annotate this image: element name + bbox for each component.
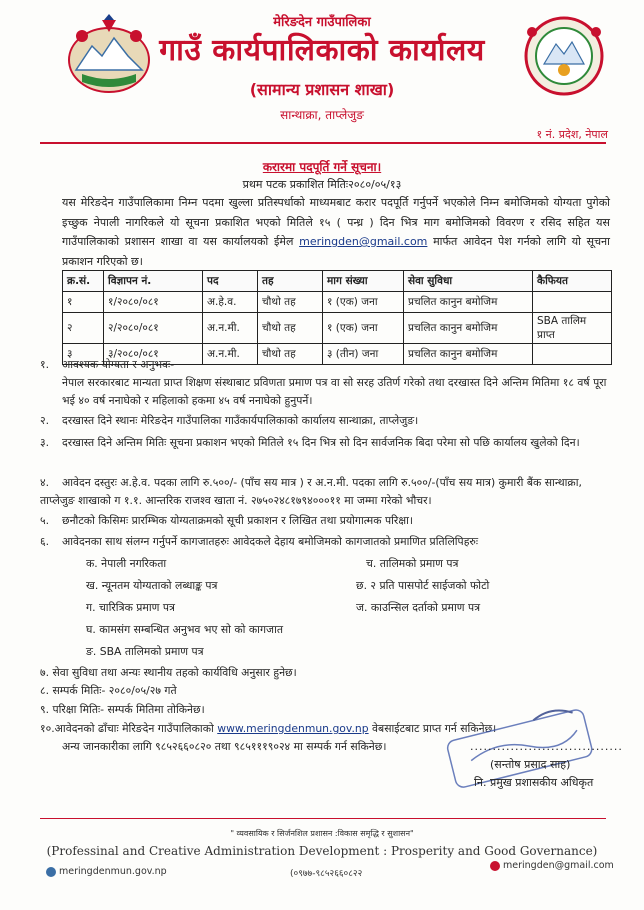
document-item: ख. न्यूनतम योग्यताको लब्धाङ्क पत्र bbox=[86, 579, 218, 592]
email-icon bbox=[490, 861, 500, 871]
office-address: सान्थाक्रा, ताप्लेजुङ bbox=[280, 108, 364, 122]
document-item: घ. कामसंग सम्बन्धित अनुभव भए सो को कागजात bbox=[86, 623, 284, 636]
notice-intro bbox=[62, 193, 610, 271]
table-row bbox=[63, 292, 612, 313]
requirement-body: नेपाल सरकारबाट मान्यता प्राप्त शिक्षण संस्थाबाट प्रविणता प्रमाण पत्र वा सो सरह उतिर्ण गरेको तथा दरखास्त दिने अन्तिम मितिमा १८ वर्ष पूरा भई ४० वर्ष ननाघेको र महिलाको हकमा ४५ वर्ष ननाघेको हुनुपर्ने। bbox=[62, 376, 607, 407]
table-cell: १/२०८०/०८१ bbox=[104, 292, 203, 313]
table-cell: ३ (तीन) जना bbox=[323, 344, 404, 365]
requirement-7: ७. सेवा सुविधा तथा अन्यः स्थानीय तहको कार्यविधि अनुसार हुनेछ। bbox=[40, 666, 297, 679]
slogan-nepali: " व्यवसायिक र सिर्जनशिल प्रशासन :विकास समृद्धि र सुशासन" bbox=[230, 829, 414, 838]
table-cell: १ (एक) जना bbox=[323, 313, 404, 344]
notice-title: करारमा पदपूर्ति गर्ने सूचना। bbox=[262, 160, 382, 174]
requirement-8: ८. सम्पर्क मितिः- २०८०/०५/२७ गते bbox=[40, 684, 177, 697]
table-cell: अ.न.मी. bbox=[203, 344, 258, 365]
table-cell: प्रचलित कानुन बमोजिम bbox=[404, 292, 533, 313]
column-header: विज्ञापन नं. bbox=[104, 271, 203, 292]
table-cell: चौथो तह bbox=[258, 292, 323, 313]
footer-email[interactable] bbox=[490, 860, 614, 871]
requirement-text: वेबसाईटबाट प्राप्त गर्न सकिनेछ। bbox=[372, 722, 497, 735]
table-cell: चौथो तह bbox=[258, 313, 323, 344]
column-header: सेवा सुविधा bbox=[404, 271, 533, 292]
item-number: १. bbox=[40, 358, 50, 371]
requirement-3 bbox=[40, 434, 615, 452]
intro-text-2: मार्फत आवेदन पेश गर्नको लागि यो सूचना प्रकाशन गरिएको छ। bbox=[62, 235, 611, 268]
slogan-english: (Professinal and Creative Administration Development : Prosperity and Good Governance) bbox=[46, 844, 598, 858]
contact-line: अन्य जानकारीका लागि ९८५२६६०८२० तथा ९८५१११९०२४ मा सम्पर्क गर्न सकिनेछ। bbox=[62, 740, 387, 753]
item-number: ५. bbox=[40, 514, 50, 527]
requirement-6 bbox=[40, 533, 615, 551]
intro-text-1: यस मेरिङदेन गाउँपालिकामा निम्न पदमा खुल्ला प्रतिस्पर्धाको माध्यमबाट करार पदपूर्ति गर्नुपर्ने भएकोले निम्न बमोजिमको योग्यता पुगेको इच्छुक नेपाली नागरिकले यो सूचना प्रकाशित भएको मितिले १५ ( पन्ध्र ) दिन भित्र माग बमोजिमको विवरण र रसिद सहित यस गाउँपालिकाको प्रशासन शाखा वा यस कार्यालयको ईमेल bbox=[62, 196, 610, 248]
table-row bbox=[63, 313, 612, 344]
requirement-text: आवेदनका साथ संलग्न गर्नुपर्ने कागजातहरुः आवेदकले देहाय बमोजिमको कागजातको प्रमाणित प्रतिलिपिहरुः bbox=[62, 535, 479, 548]
signatory-name: (सन्तोष प्रसाद साह) bbox=[490, 758, 571, 771]
table-cell: १ (एक) जना bbox=[323, 292, 404, 313]
signature-line: .................................. bbox=[470, 740, 623, 753]
table-cell: २/२०८०/०८१ bbox=[104, 313, 203, 344]
footer-divider bbox=[40, 818, 606, 819]
document-item: छ. २ प्रति पासपोर्ट साईजको फोटो bbox=[356, 579, 490, 592]
requirement-text: छनौटको किसिमः प्रारम्भिक योग्यताक्रमको सूची प्रकाशन र लिखित तथा प्रयोगात्मक परिक्षा। bbox=[62, 514, 413, 527]
footer-website-text: meringdenmun.gov.np bbox=[59, 866, 167, 877]
document-item: च. तालिमको प्रमाण पत्र bbox=[366, 557, 459, 570]
document-item: ङ. SBA तालिमको प्रमाण पत्र bbox=[86, 645, 204, 658]
footer-website[interactable] bbox=[46, 866, 167, 877]
requirement-4 bbox=[40, 474, 615, 510]
table-header-row bbox=[63, 271, 612, 292]
item-number: २. bbox=[40, 414, 50, 427]
signatory-title: नि. प्रमुख प्रशासकीय अधिकृत bbox=[474, 776, 594, 789]
table-cell: ३ bbox=[63, 344, 104, 365]
requirement-text: दरखास्त दिने अन्तिम मितिः सूचना प्रकाशन भएको मितिले १५ दिन भित्र सो दिन सार्वजनिक बिदा परेमा सो पछि कार्यालय खुलेको दिन। bbox=[62, 436, 580, 449]
item-number: ३. bbox=[40, 436, 50, 449]
table-cell: चौथो तह bbox=[258, 344, 323, 365]
municipality-name: मेरिङदेन गाउँपालिका bbox=[273, 15, 371, 30]
table-cell: अ.न.मी. bbox=[203, 313, 258, 344]
item-number: ६. bbox=[40, 535, 50, 548]
table-cell: SBA तालिम प्राप्त bbox=[533, 313, 612, 344]
notice-email-link[interactable]: meringden@gmail.com bbox=[299, 235, 428, 248]
publish-date: प्रथम पटक प्रकाशित मितिः२०८०/०५/१३ bbox=[242, 178, 402, 191]
document-item: ज. काउन्सिल दर्ताको प्रमाण पत्र bbox=[356, 601, 481, 614]
table-cell: अ.हे.व. bbox=[203, 292, 258, 313]
column-header: पद bbox=[203, 271, 258, 292]
document-item: ग. चारित्रिक प्रमाण पत्र bbox=[86, 601, 176, 614]
footer-email-text: meringden@gmail.com bbox=[503, 860, 614, 871]
column-header: माग संख्या bbox=[323, 271, 404, 292]
requirement-1 bbox=[40, 356, 615, 410]
website-link[interactable]: www.meringdenmun.gov.np bbox=[217, 722, 369, 735]
header-divider bbox=[40, 142, 606, 144]
table-cell: १ bbox=[63, 292, 104, 313]
document-item: क. नेपाली नगरिकता bbox=[86, 557, 167, 570]
table-cell: प्रचलित कानुन बमोजिम bbox=[404, 313, 533, 344]
table-cell: २ bbox=[63, 313, 104, 344]
column-header: क्र.सं. bbox=[63, 271, 104, 292]
requirement-5 bbox=[40, 512, 615, 530]
table-cell bbox=[533, 292, 612, 313]
requirement-title: आवश्यक योग्यता र अनुभवः- bbox=[62, 358, 175, 371]
branch-name: (सामान्य प्रशासन शाखा) bbox=[249, 80, 395, 99]
column-header: कैफियत bbox=[533, 271, 612, 292]
table-cell: प्रचलित कानुन बमोजिम bbox=[404, 344, 533, 365]
globe-icon bbox=[46, 867, 56, 877]
vacancy-table bbox=[62, 270, 612, 365]
requirement-9: ९. परिक्षा मितिः- सम्पर्क मितिमा तोकिनेछ। bbox=[40, 703, 205, 716]
table-cell: ३/२०८०/०८१ bbox=[104, 344, 203, 365]
requirement-text: आवेदन दस्तुरः अ.हे.व. पदका लागि रु.५००/- (पाँच सय मात्र ) र अ.न.मी. पदका लागि रु.५००/-(पाँच सय मात्र) कुमारी बैंक सान्थाक्रा, ताप्लेजुङ शाखाको ग १.१. आन्तरिक राजश्व खाता नं. २७५०२४८१७९४०००११ मा जम्मा गरेको भौचर। bbox=[40, 476, 582, 507]
province-label: १ नं. प्रदेश, नेपाल bbox=[536, 128, 608, 141]
item-number: ४. bbox=[40, 476, 50, 489]
requirement-2 bbox=[40, 412, 615, 430]
office-title: गाउँ कार्यपालिकाको कार्यालय bbox=[159, 33, 485, 68]
requirement-text: दरखास्त दिने स्थानः मेरिङदेन गाउँपालिका गाउँकार्यपालिकाको कार्यालय सान्थाक्रा, ताप्लेजुङ। bbox=[62, 414, 419, 427]
requirement-text: १०.आवेदनको ढाँचाः मेरिङदेन गाउँपालिकाको bbox=[40, 722, 214, 735]
column-header: तह bbox=[258, 271, 323, 292]
footer-phone: (०९७७-९८५२६६०८२२ bbox=[290, 869, 363, 879]
